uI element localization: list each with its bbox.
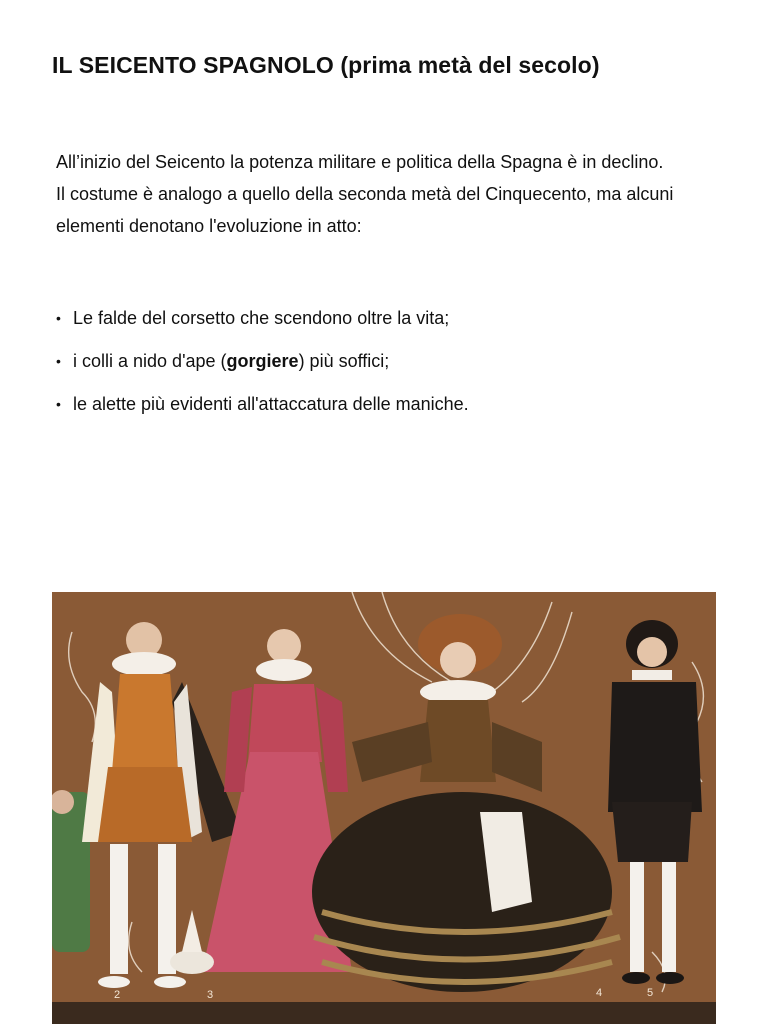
text-fragment: ) più soffici; [298,351,390,371]
intro-paragraph: All’inizio del Seicento la potenza militare e politica della Spagna è in declino. [56,152,664,172]
bullet-icon: • [56,353,61,369]
list-item-text: Le falde del corsetto che scendono oltre la vita; [73,308,450,328]
figure-number: 2 [114,989,121,1001]
figure-number: 4 [596,987,603,999]
text-fragment: i colli a nido d'ape ( [73,351,227,371]
costume-illustration-art [52,592,716,1024]
costume-illustration [52,592,716,1024]
bold-term: gorgiere [226,351,299,371]
list-item [56,345,736,377]
list-item [56,302,736,334]
list-item [56,388,736,420]
figure-number: 3 [207,989,214,1001]
page-title: IL SEICENTO SPAGNOLO (prima metà del secolo) [52,52,600,78]
list-item-text: le alette più evidenti all'attaccatura delle maniche. [73,394,469,414]
intro-paragraph: Il costume è analogo a quello della seconda metà del Cinquecento, ma alcuni elementi denotano l'evoluzione in atto: [56,184,674,236]
bullet-list [56,302,736,431]
list-item-text [73,345,389,377]
intro-text [56,146,736,242]
figure-number: 5 [647,987,654,999]
bullet-icon: • [56,396,61,412]
bullet-icon: • [56,310,61,326]
